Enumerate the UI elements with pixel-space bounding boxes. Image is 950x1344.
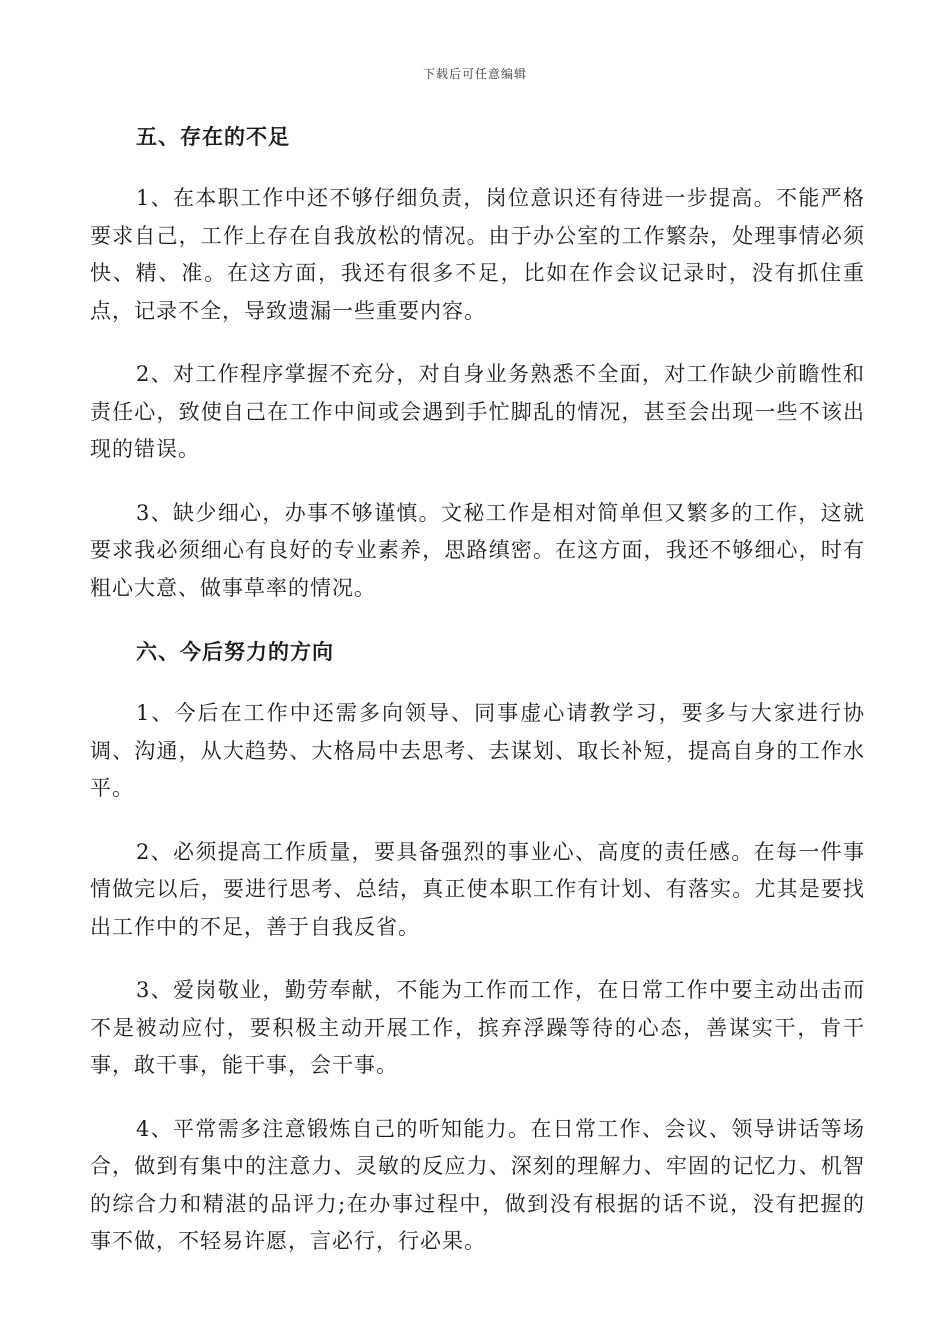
- paragraph: 4、平常需多注意锻炼自己的听知能力。在日常工作、会议、领导讲话等场合，做到有集中的注意力、灵敏的反应力、深刻的理解力、牢固的记忆力、机智的综合力和精湛的品评力;在办事过程中，做到没有根据的话不说，没有把握的事不做，不轻易许愿，言必行，行必果。: [90, 1116, 865, 1253]
- paragraph: 2、对工作程序掌握不充分，对自身业务熟悉不全面，对工作缺少前瞻性和责任心，致使自己在工作中间或会遇到手忙脚乱的情况，甚至会出现一些不该出现的错误。: [90, 362, 865, 461]
- document-body: [90, 118, 865, 1287]
- paragraph: 1、今后在工作中还需多向领导、同事虚心请教学习，要多与大家进行协调、沟通，从大趋势、大格局中去思考、去谋划、取长补短，提高自身的工作水平。: [90, 701, 865, 800]
- header-note: 下载后可任意编辑: [422, 67, 527, 81]
- paragraph: 3、爱岗敬业，勤劳奉献，不能为工作而工作，在日常工作中要主动出击而不是被动应付，要积极主动开展工作，摈弃浮躁等待的心态，善谋实干，肯干事，敢干事，能干事，会干事。: [90, 978, 865, 1077]
- section-heading-future-direction: 六、今后努力的方向: [136, 639, 334, 664]
- paragraph: 2、必须提高工作质量，要具备强烈的事业心、高度的责任感。在每一件事情做完以后，要进行思考、总结，真正使本职工作有计划、有落实。尤其是要找出工作中的不足，善于自我反省。: [90, 839, 865, 939]
- section-heading-shortcomings: 五、存在的不足: [136, 124, 290, 149]
- paragraph: 1、在本职工作中还不够仔细负责，岗位意识还有待进一步提高。不能严格要求自己，工作上存在自我放松的情况。由于办公室的工作繁杂，处理事情必须快、精、准。在这方面，我还有很多不足，比如在作会议记录时，没有抓住重点，记录不全，导致遗漏一些重要内容。: [90, 186, 865, 323]
- paragraph: 3、缺少细心，办事不够谨慎。文秘工作是相对简单但又繁多的工作，这就要求我必须细心有良好的专业素养，思路缜密。在这方面，我还不够细心，时有粗心大意、做事草率的情况。: [90, 500, 865, 600]
